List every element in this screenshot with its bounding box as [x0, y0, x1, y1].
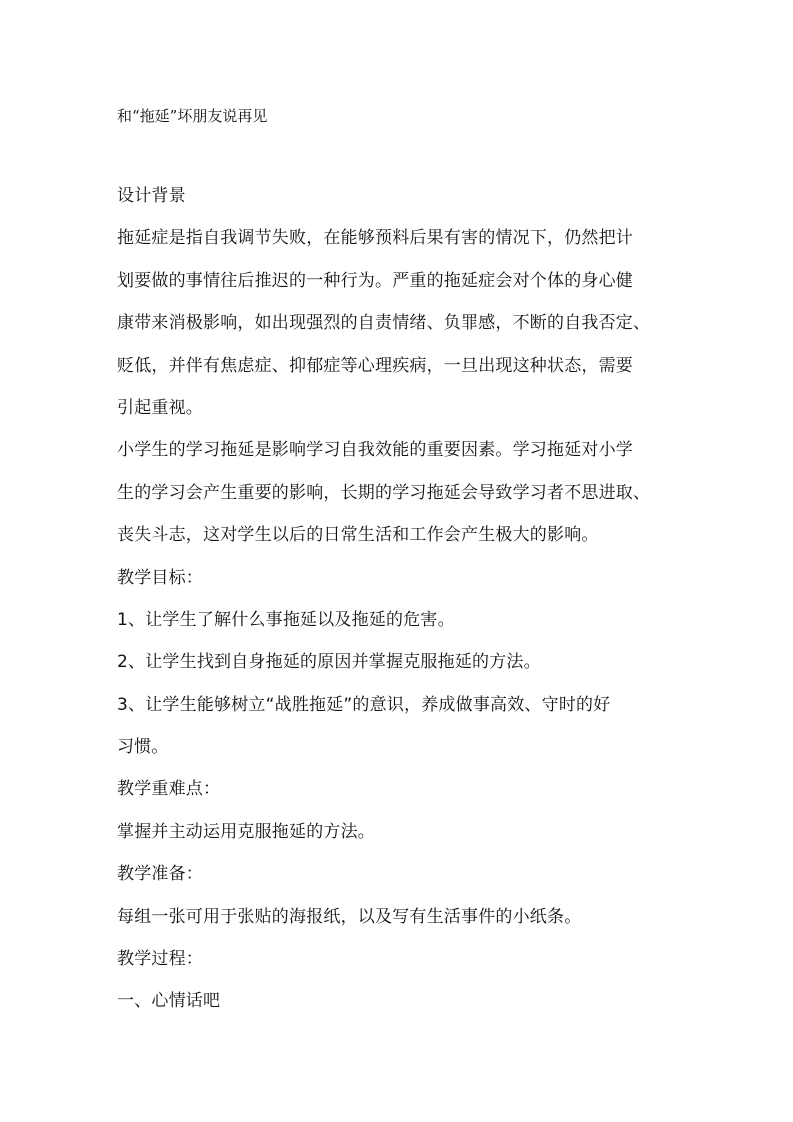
document-title: 和“拖延”坏朋友说再见	[117, 107, 268, 125]
section-heading-1: 一、心情话吧	[117, 991, 221, 1012]
goal-item-2: 2、让学生找到自身拖延的原因并掌握克服拖延的方法。	[117, 652, 541, 673]
text-line: 康带来消极影响，如出现强烈的自责情绪、负罪感，不断的自我否定、	[117, 313, 651, 334]
text-line: 丧失斗志，这对学生以后的日常生活和工作会产生极大的影响。	[117, 525, 599, 546]
heading-process: 教学过程：	[117, 949, 203, 970]
text-line: 习惯。	[117, 737, 169, 758]
text-line: 引起重视。	[117, 397, 203, 418]
heading-teaching-goals: 教学目标：	[117, 567, 203, 588]
heading-key-points: 教学重难点：	[117, 779, 221, 800]
goal-item-1: 1、让学生了解什么事拖延以及拖延的危害。	[117, 609, 455, 630]
text-line: 小学生的学习拖延是影响学习自我效能的重要因素。学习拖延对小学	[117, 440, 633, 461]
heading-design-background: 设计背景	[117, 186, 186, 206]
goal-item-3: 3、让学生能够树立“战胜拖延”的意识，养成做事高效、守时的好	[117, 694, 611, 715]
text-line: 拖延症是指自我调节失败，在能够预料后果有害的情况下，仍然把计	[117, 228, 633, 249]
text-line: 贬低，并伴有焦虑症、抑郁症等心理疾病，一旦出现这种状态，需要	[117, 355, 633, 376]
text-line: 划要做的事情往后推迟的一种行为。严重的拖延症会对个体的身心健	[117, 270, 633, 291]
text-line: 生的学习会产生重要的影响，长期的学习拖延会导致学习者不思进取、	[117, 482, 651, 503]
heading-preparation: 教学准备：	[117, 864, 203, 885]
document-body	[117, 182, 717, 1030]
text-line: 每组一张可用于张贴的海报纸，以及写有生活事件的小纸条。	[117, 906, 582, 927]
text-line: 掌握并主动运用克服拖延的方法。	[117, 821, 375, 842]
